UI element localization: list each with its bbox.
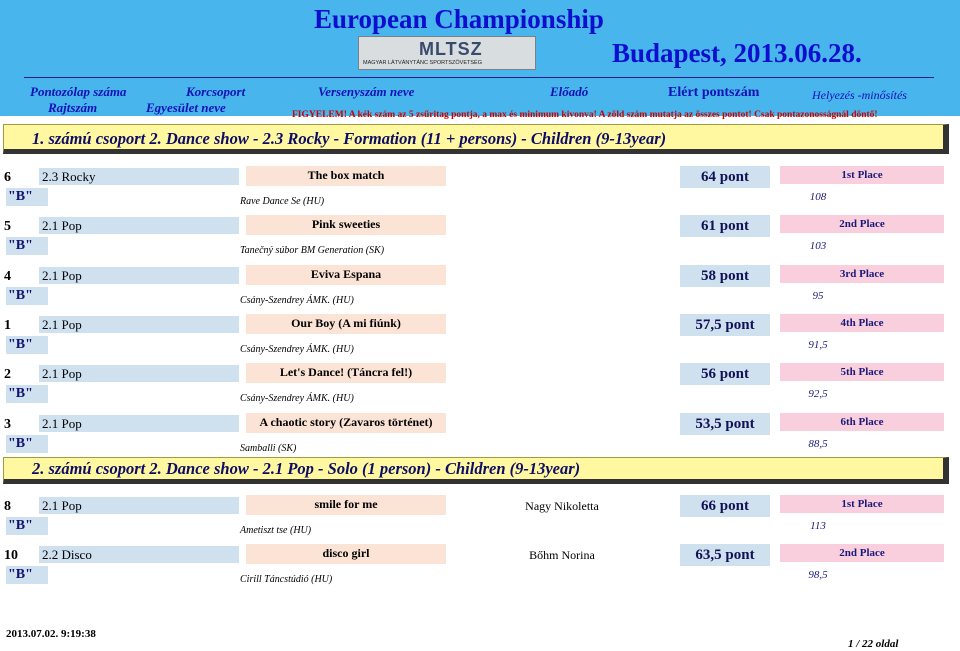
category-label: 2.1 Pop — [39, 217, 239, 234]
category-label: 2.3 Rocky — [39, 168, 239, 185]
club-name: Csány-Szendrey ÁMK. (HU) — [240, 344, 354, 355]
entry-title: Our Boy (A mi fiúnk) — [246, 314, 446, 334]
col-pontozolap: Pontozólap száma — [30, 84, 127, 99]
category-label: 2.1 Pop — [39, 365, 239, 382]
start-number: 3 — [4, 417, 11, 432]
performer-name: Nagy Nikoletta — [525, 499, 599, 513]
entry-title: A chaotic story (Zavaros történet) — [246, 413, 446, 433]
col-korcsoport: Korcsoport — [186, 84, 246, 99]
points-value: 56 pont — [680, 363, 770, 385]
logo-text: MLTSZ — [419, 39, 483, 59]
grade-label: "B" — [6, 336, 48, 354]
points-value: 63,5 pont — [680, 544, 770, 566]
logo-subtext: MAGYAR LÁTVÁNYTÁNC SPORTSZÖVETSÉG — [363, 60, 482, 66]
entry-title: Pink sweeties — [246, 215, 446, 235]
points-value: 53,5 pont — [680, 413, 770, 435]
place-label: 4th Place — [780, 314, 944, 332]
place-label: 1st Place — [780, 495, 944, 513]
category-label: 2.2 Disco — [39, 546, 239, 563]
place-label: 2nd Place — [780, 215, 944, 233]
total-score: 108 — [809, 191, 827, 203]
scoring-warning: FIGYELEM! A kék szám az 5 zsűritag pontja, a max és minimum kivonva! A zöld szám mutatja az összes pontot! Csak pontazonosságnál döntő! — [292, 110, 878, 120]
start-number: 5 — [4, 219, 11, 234]
club-name: Csány-Szendrey ÁMK. (HU) — [240, 393, 354, 404]
club-name: Csány-Szendrey ÁMK. (HU) — [240, 295, 354, 306]
category-label: 2.1 Pop — [39, 316, 239, 333]
total-score: 95 — [812, 290, 824, 302]
club-name: Ametiszt tse (HU) — [240, 525, 312, 536]
place-label: 1st Place — [780, 166, 944, 184]
club-name: Cirill Táncstúdió (HU) — [240, 574, 333, 585]
entry-title: The box match — [246, 166, 446, 186]
place-label: 3rd Place — [780, 265, 944, 283]
total-score: 103 — [809, 240, 827, 252]
total-score: 113 — [810, 520, 826, 532]
print-timestamp: 2013.07.02. 9:19:38 — [6, 628, 96, 640]
category-label: 2.1 Pop — [39, 415, 239, 432]
start-number: 4 — [4, 269, 11, 284]
start-number: 8 — [4, 499, 11, 514]
start-number: 2 — [4, 367, 11, 382]
page-number: 1 / 22 oldal — [848, 638, 899, 650]
start-number: 6 — [4, 170, 11, 185]
start-number: 1 — [4, 318, 11, 333]
points-value: 61 pont — [680, 215, 770, 237]
start-number: 10 — [4, 548, 18, 563]
performer-name: Bőhm Norina — [529, 548, 595, 562]
points-value: 66 pont — [680, 495, 770, 517]
group-2-title: 2. számú csoport 2. Dance show - 2.1 Pop - Solo (1 person) - Children (9-13year) — [32, 459, 581, 478]
header-divider — [24, 77, 934, 78]
grade-label: "B" — [6, 435, 48, 453]
col-rajtszam: Rajtszám — [48, 100, 98, 115]
grade-label: "B" — [6, 188, 48, 206]
grade-label: "B" — [6, 566, 48, 584]
club-name: Samballi (SK) — [240, 443, 297, 454]
category-label: 2.1 Pop — [39, 267, 239, 284]
points-value: 58 pont — [680, 265, 770, 287]
category-label: 2.1 Pop — [39, 497, 239, 514]
entry-title: disco girl — [246, 544, 446, 564]
federation-logo — [358, 36, 536, 70]
city-date: Budapest, 2013.06.28. — [612, 38, 862, 68]
entry-title: Let's Dance! (Táncra fel!) — [246, 363, 446, 383]
place-label: 5th Place — [780, 363, 944, 381]
col-egyesulet: Egyesület neve — [146, 100, 226, 115]
col-eloado: Előadó — [550, 84, 589, 99]
points-value: 57,5 pont — [680, 314, 770, 336]
total-score: 98,5 — [808, 569, 828, 581]
grade-label: "B" — [6, 287, 48, 305]
col-versenyszam: Versenyszám neve — [318, 84, 415, 99]
total-score: 92,5 — [808, 388, 828, 400]
total-score: 91,5 — [808, 339, 828, 351]
grade-label: "B" — [6, 237, 48, 255]
place-label: 2nd Place — [780, 544, 944, 562]
club-name: Rave Dance Se (HU) — [240, 196, 325, 207]
group-1-title: 1. számú csoport 2. Dance show - 2.3 Rocky - Formation (11 + persons) - Children (9-13year) — [32, 129, 667, 148]
entry-title: smile for me — [246, 495, 446, 515]
grade-label: "B" — [6, 517, 48, 535]
place-label: 6th Place — [780, 413, 944, 431]
entry-title: Eviva Espana — [246, 265, 446, 285]
grade-label: "B" — [6, 385, 48, 403]
col-elert: Elért pontszám — [668, 85, 760, 100]
club-name: Tanečný súbor BM Generation (SK) — [240, 245, 385, 256]
page-title: European Championship — [314, 4, 604, 34]
total-score: 88,5 — [808, 438, 828, 450]
col-helyezes: Helyezés -minősítés — [812, 88, 907, 102]
points-value: 64 pont — [680, 166, 770, 188]
